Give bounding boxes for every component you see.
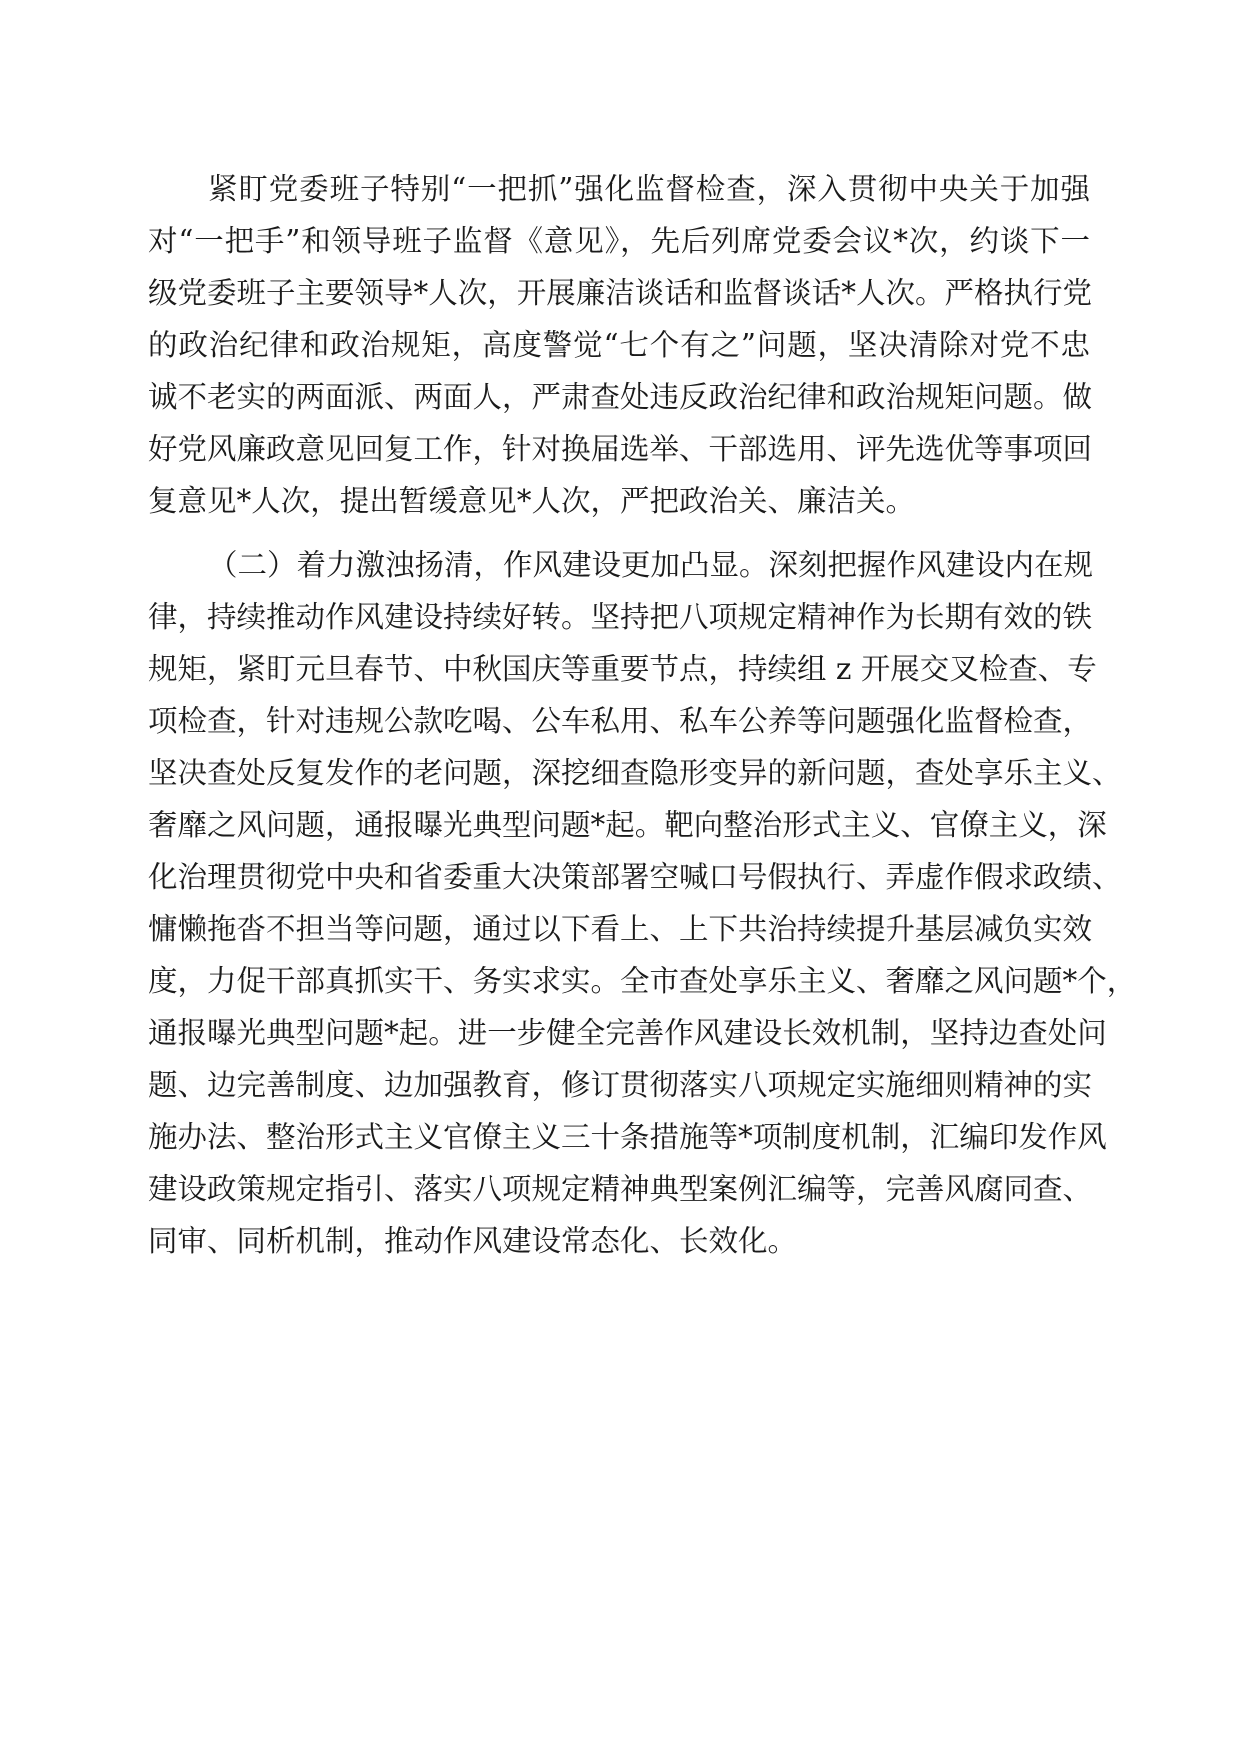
paragraph-line: 施办法、整治形式主义官僚主义三十条措施等*项制度机制，汇编印发作风 <box>148 1120 1107 1154</box>
paragraph-spacer <box>148 527 1090 539</box>
paragraph-line: 级党委班子主要领导*人次，开展廉洁谈话和监督谈话*人次。严格执行党 <box>148 276 1093 310</box>
paragraph-line: 化治理贯彻党中央和省委重大决策部署空喊口号假执行、弄虚作假求政绩、 <box>148 860 1122 894</box>
paragraph-2 <box>148 539 1137 1267</box>
paragraph-line: 度，力促干部真抓实干、务实求实。全市查处享乐主义、奢靡之风问题*个， <box>148 964 1137 998</box>
paragraph-line: 好党风廉政意见回复工作，针对换届选举、干部选用、评先选优等事项回 <box>148 432 1093 466</box>
paragraph-1 <box>148 163 1093 527</box>
paragraph-line: 奢靡之风问题，通报曝光典型问题*起。靶向整治形式主义、官僚主义，深 <box>148 808 1107 842</box>
paragraph-line: 慵懒拖沓不担当等问题，通过以下看上、上下共治持续提升基层减负实效 <box>148 912 1093 946</box>
paragraph-line: 的政治纪律和政治规矩，高度警觉“七个有之”问题，坚决清除对党不忠 <box>148 328 1090 362</box>
paragraph-line: 坚决查处反复发作的老问题，深挖细查隐形变异的新问题，查处享乐主义、 <box>148 756 1122 790</box>
paragraph-line: 诚不老实的两面派、两面人，严肃查处违反政治纪律和政治规矩问题。做 <box>148 380 1093 414</box>
paragraph-line: 项检查，针对违规公款吃喝、公车私用、私车公养等问题强化监督检查， <box>148 704 1093 738</box>
paragraph-line: 同审、同析机制，推动作风建设常态化、长效化。 <box>148 1224 798 1258</box>
paragraph-line: 复意见*人次，提出暂缓意见*人次，严把政治关、廉洁关。 <box>148 484 916 518</box>
paragraph-line: 规矩，紧盯元旦春节、中秋国庆等重要节点，持续组 z 开展交叉检查、专 <box>148 652 1097 686</box>
document-body <box>148 163 1137 1267</box>
paragraph-line: 题、边完善制度、边加强教育，修订贯彻落实八项规定实施细则精神的实 <box>148 1068 1093 1102</box>
paragraph-line: 通报曝光典型问题*起。进一步健全完善作风建设长效机制，坚持边查处问 <box>148 1016 1107 1050</box>
paragraph-line: 建设政策规定指引、落实八项规定精神典型案例汇编等，完善风腐同查、 <box>148 1172 1093 1206</box>
paragraph-line: 紧盯党委班子特别“一把抓”强化监督检查，深入贯彻中央关于加强 <box>208 172 1090 206</box>
paragraph-line: 对“一把手”和领导班子监督《意见》，先后列席党委会议*次，约谈下一 <box>148 224 1090 258</box>
paragraph-line: 律，持续推动作风建设持续好转。坚持把八项规定精神作为长期有效的铁 <box>148 600 1093 634</box>
section-heading-line: （二）着力激浊扬清，作风建设更加凸显。深刻把握作风建设内在规 <box>208 548 1094 582</box>
